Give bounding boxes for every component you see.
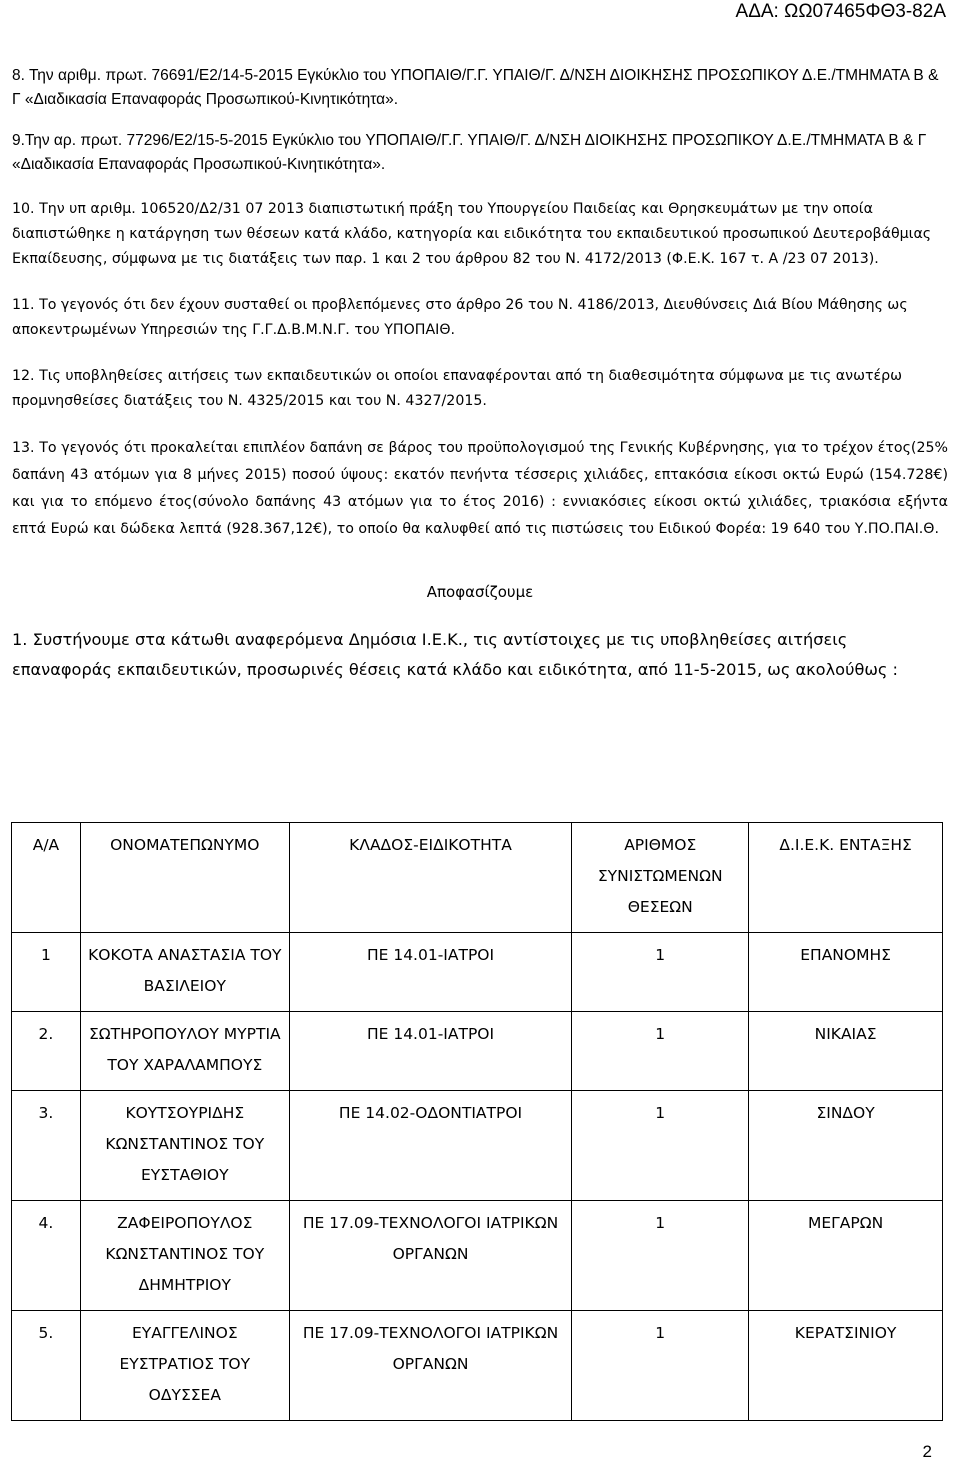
cell-specialty: ΠΕ 17.09-ΤΕΧΝΟΛΟΓΟΙ ΙΑΤΡΙΚΩΝ ΟΡΓΑΝΩΝ — [289, 1311, 572, 1421]
cell-specialty: ΠΕ 14.01-ΙΑΤΡΟΙ — [289, 933, 572, 1012]
cell-positions: 1 — [572, 933, 749, 1012]
header-cell-name: ΟΝΟΜΑΤΕΠΩΝΥΜΟ — [80, 823, 289, 933]
table-header-row — [12, 823, 943, 933]
cell-specialty: ΠΕ 14.02-ΟΔΟΝΤΙΑΤΡΟΙ — [289, 1091, 572, 1201]
cell-positions: 1 — [572, 1091, 749, 1201]
cell-name: ΕΥΑΓΓΕΛΙΝΟΣ ΕΥΣΤΡΑΤΙΟΣ ΤΟΥ ΟΔΥΣΣΕΑ — [80, 1311, 289, 1421]
table-row — [12, 1311, 943, 1421]
header-cell-positions: ΑΡΙΘΜΟΣ ΣΥΝΙΣΤΩΜΕΝΩΝ ΘΕΣΕΩΝ — [572, 823, 749, 933]
cell-name: ΚΟΚΟΤΑ ΑΝΑΣΤΑΣΙΑ ΤΟΥ ΒΑΣΙΛΕΙΟΥ — [80, 933, 289, 1012]
table-row — [12, 1012, 943, 1091]
cell-name: ΖΑΦΕΙΡΟΠΟΥΛΟΣ ΚΩΝΣΤΑΝΤΙΝΟΣ ΤΟΥ ΔΗΜΗΤΡΙΟΥ — [80, 1201, 289, 1311]
cell-iek: ΜΕΓΑΡΩΝ — [749, 1201, 943, 1311]
cell-specialty: ΠΕ 17.09-ΤΕΧΝΟΛΟΓΟΙ ΙΑΤΡΙΚΩΝ ΟΡΓΑΝΩΝ — [289, 1201, 572, 1311]
cell-number: 1 — [12, 933, 81, 1012]
decision-heading: Αποφασίζουμε — [426, 583, 534, 601]
table-row — [12, 933, 943, 1012]
cell-iek: ΕΠΑΝΟΜΗΣ — [749, 933, 943, 1012]
cell-iek: ΣΙΝΔΟΥ — [749, 1091, 943, 1201]
paragraph-13: 13. Το γεγονός ότι προκαλείται επιπλέον δαπάνη σε βάρος του προϋπολογισμού της Γενικής Κυβέρνησης, για το τρέχον έτος(25% δαπάνη 43 ατόμων για 8 μήνες 2015) ποσού ύψους: εκατόν πενήντα τέσσερις χιλιάδες, επτακόσια είκοσι οκτώ Ευρώ (154.728€) και για το επόμενο έτος(σύνολο δαπάνης 43 ατόμων για το έτος 2016) : εννιακόσιες είκοσι οκτώ χιλιάδες, τριακόσια εξήντα επτά Ευρώ και δώδεκα λεπτά (928.367,12€), το οποίο θα καλυφθεί από τις πιστώσεις του Ειδικού Φορέα: 19 640 του Υ.ΠΟ.ΠΑΙ.Θ. — [12, 440, 948, 537]
cell-number: 4. — [12, 1201, 81, 1311]
table-row — [12, 1091, 943, 1201]
cell-positions: 1 — [572, 1012, 749, 1091]
cell-number: 3. — [12, 1091, 81, 1201]
page-number: 2 — [922, 1442, 932, 1461]
resolution-paragraph: 1. Συστήνουμε στα κάτωθι αναφερόμενα Δημόσια Ι.Ε.Κ., τις αντίστοιχες με τις υποβληθείσες αιτήσεις επαναφοράς εκπαιδευτικών, προσωρινές θέσεις κατά κλάδο και ειδικότητα, από 11-5-2015, ως ακολούθως : — [12, 630, 898, 679]
ada-code: ΑΔΑ: ΩΩ07465ΦΘ3-82Α — [735, 1, 946, 22]
table-row — [12, 1201, 943, 1311]
cell-name: ΚΟΥΤΣΟΥΡΙΔΗΣ ΚΩΝΣΤΑΝΤΙΝΟΣ ΤΟΥ ΕΥΣΤΑΘΙΟΥ — [80, 1091, 289, 1201]
cell-iek: ΝΙΚΑΙΑΣ — [749, 1012, 943, 1091]
paragraph-8: 8. Την αριθμ. πρωτ. 76691/Ε2/14-5-2015 Εγκύκλιο του ΥΠΟΠΑΙΘ/Γ.Γ. ΥΠΑΙΘ/Γ. Δ/ΝΣΗ ΔΙΟΙΚΗΣΗΣ ΠΡΟΣΩΠΙΚΟΥ Δ.Ε./ΤΜΗΜΑΤΑ Β & Γ «Διαδικασία Επαναφοράς Προσωπικού-Κινητικότητα». — [12, 67, 939, 108]
paragraph-10: 10. Την υπ αριθμ. 106520/Δ2/31 07 2013 διαπιστωτική πράξη του Υπουργείου Παιδείας και Θρησκευμάτων με την οποία διαπιστώθηκε η κατάργηση των θέσεων κατά κλάδο, κατηγορία και ειδικότητα του εκπαιδευτικού προσωπικού Δευτεροβάθμιας Εκπαίδευσης, σύμφωνα με τις διατάξεις των παρ. 1 και 2 του άρθρου 82 του Ν. 4172/2013 (Φ.Ε.Κ. 167 τ. Α /23 07 2013). — [12, 201, 932, 267]
cell-specialty: ΠΕ 14.01-ΙΑΤΡΟΙ — [289, 1012, 572, 1091]
positions-table — [11, 822, 943, 1421]
cell-number: 5. — [12, 1311, 81, 1421]
header-cell-number: Α/Α — [12, 823, 81, 933]
cell-name: ΣΩΤΗΡΟΠΟΥΛΟΥ ΜΥΡΤΙΑ ΤΟΥ ΧΑΡΑΛΑΜΠΟΥΣ — [80, 1012, 289, 1091]
cell-positions: 1 — [572, 1311, 749, 1421]
cell-positions: 1 — [572, 1201, 749, 1311]
paragraph-12: 12. Τις υποβληθείσες αιτήσεις των εκπαιδευτικών οι οποίοι επαναφέρονται από τη διαθεσιμότητα σύμφωνα με τις ανωτέρω προμνησθείσες διατάξεις του Ν. 4325/2015 και του Ν. 4327/2015. — [12, 368, 903, 409]
document-body — [12, 64, 948, 685]
paragraph-9: 9.Την αρ. πρωτ. 77296/Ε2/15-5-2015 Εγκύκλιο του ΥΠΟΠΑΙΘ/Γ.Γ. ΥΠΑΙΘ/Γ. Δ/ΝΣΗ ΔΙΟΙΚΗΣΗΣ ΠΡΟΣΩΠΙΚΟΥ Δ.Ε./ΤΜΗΜΑΤΑ Β & Γ «Διαδικασία Επαναφοράς Προσωπικού-Κινητικότητα». — [12, 132, 927, 173]
paragraph-11: 11. Το γεγονός ότι δεν έχουν συσταθεί οι προβλεπόμενες στο άρθρο 26 του Ν. 4186/2013, Διευθύνσεις Διά Βίου Μάθησης ως αποκεντρωμένων Υπηρεσιών της Γ.Γ.Δ.Β.Μ.Ν.Γ. του ΥΠΟΠΑΙΘ. — [12, 297, 908, 338]
header-cell-iek: Δ.Ι.Ε.Κ. ΕΝΤΑΞΗΣ — [749, 823, 943, 933]
cell-iek: ΚΕΡΑΤΣΙΝΙΟΥ — [749, 1311, 943, 1421]
header-cell-specialty: ΚΛΑΔΟΣ-ΕΙΔΙΚΟΤΗΤΑ — [289, 823, 572, 933]
cell-number: 2. — [12, 1012, 81, 1091]
